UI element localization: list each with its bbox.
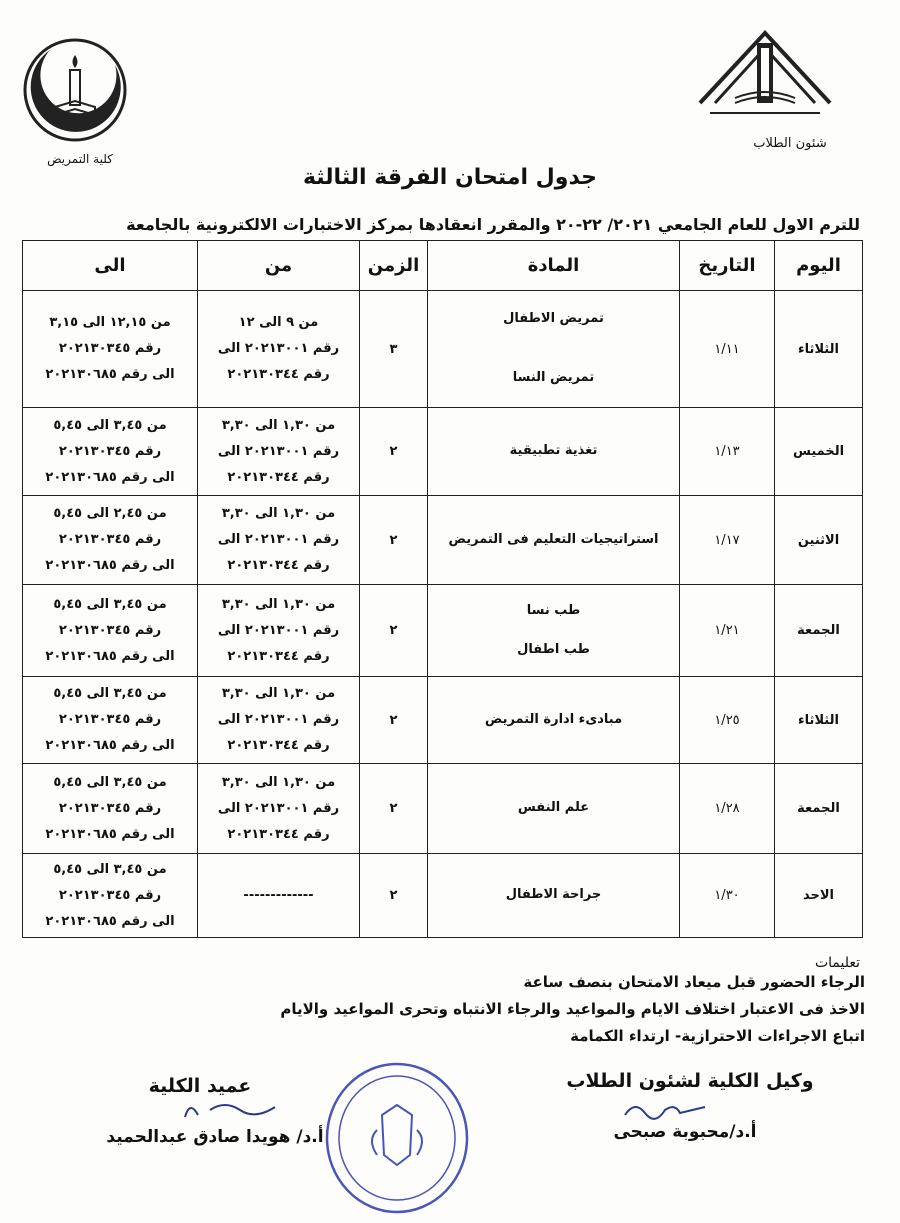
subject-line: علم النفس — [517, 800, 590, 816]
duration-cell: ٢ — [360, 408, 428, 496]
range-line: من ٣,٤٥ الى ٥,٤٥ — [53, 596, 167, 612]
exam-schedule-table — [22, 240, 863, 938]
range-line: رقم ٢٠٢١٣٠٠١ الى — [217, 622, 340, 638]
range-line: من ١,٣٠ الى ٣,٣٠ — [221, 596, 336, 612]
range-line: رقم ٢٠٢١٣٠٣٤٥ — [58, 712, 162, 727]
to-cell — [23, 291, 198, 408]
duration-cell: ٢ — [360, 496, 428, 585]
date-cell: ١/٢١ — [680, 585, 775, 677]
instruction-item: الرجاء الحضور قبل ميعاد الامتحان بنصف ساعة — [523, 973, 865, 991]
date-cell: ١/٢٥ — [680, 677, 775, 764]
range-line: رقم ٢٠٢١٣٠٣٤٥ — [58, 887, 162, 903]
vice-dean-signature — [620, 1095, 710, 1125]
range-line: رقم ٢٠٢١٣٠٠١ الى — [217, 712, 340, 727]
dean-signature — [180, 1095, 280, 1125]
header-day: اليوم — [775, 241, 863, 291]
subject-cell — [428, 854, 680, 938]
from-cell — [198, 291, 360, 408]
header-duration: الزمن — [360, 241, 428, 291]
range-line: الى رقم ٢٠٢١٣٠٦٨٥ — [45, 469, 175, 485]
range-line: الى رقم ٢٠٢١٣٠٦٨٥ — [45, 558, 175, 573]
range-line: رقم ٢٠٢١٣٠٣٤٥ — [58, 341, 162, 356]
from-cell — [198, 585, 360, 677]
subject-cell — [428, 496, 680, 585]
from-cell — [198, 408, 360, 496]
range-line: الى رقم ٢٠٢١٣٠٦٨٥ — [45, 913, 175, 929]
subject-line: جراحة الاطفال — [505, 887, 602, 903]
benha-university-logo — [695, 18, 835, 128]
range-line: رقم ٢٠٢١٣٠٣٤٥ — [58, 800, 162, 816]
to-cell — [23, 496, 198, 585]
range-line: رقم ٢٠٢١٣٠٣٤٤ — [227, 469, 330, 485]
duration-cell: ٣ — [360, 291, 428, 408]
range-line: من ٣,٤٥ الى ٥,٤٥ — [53, 417, 167, 433]
subject-line: مبادىء ادارة التمريض — [484, 711, 623, 727]
dean-title: عميد الكلية — [148, 1075, 252, 1097]
college-stamp — [322, 1060, 472, 1215]
page-title: جدول امتحان الفرقة الثالثة — [302, 165, 598, 190]
subject-line: تمريض الاطفال — [503, 311, 604, 327]
subject-line: طب اطفال — [517, 641, 590, 657]
subject-cell — [428, 764, 680, 854]
range-line: من ٣,٤٥ الى ٥,٤٥ — [53, 861, 167, 877]
range-line: رقم ٢٠٢١٣٠٠١ الى — [217, 800, 340, 816]
range-line: رقم ٢٠٢١٣٠٣٤٤ — [227, 738, 330, 753]
day-cell: الثلاثاء — [775, 677, 863, 764]
subject-line: طب نسا — [526, 602, 581, 618]
range-line: من ٩ الى ١٢ — [238, 315, 319, 330]
range-line: من ١,٣٠ الى ٣,٣٠ — [221, 506, 336, 521]
range-line: من ١,٣٠ الى ٣,٣٠ — [221, 417, 336, 433]
page-subtitle: للترم الاول للعام الجامعي ٢٠٢١/ ٢٢-٢٠ والمقرر انعقادها بمركز الاختبارات الالكترونية بالجامعة — [126, 215, 860, 234]
college-name: كلية التمريض — [47, 152, 113, 166]
duration-cell: ٢ — [360, 677, 428, 764]
range-line: من ١,٣٠ الى ٣,٣٠ — [221, 774, 336, 790]
range-line: رقم ٢٠٢١٣٠٣٤٥ — [58, 532, 162, 547]
instructions-heading: تعليمات — [814, 955, 860, 971]
faculty-of-nursing-logo — [20, 35, 130, 145]
header-date: التاريخ — [680, 241, 775, 291]
range-line: من ٣,٤٥ الى ٥,٤٥ — [53, 686, 167, 701]
from-cell — [198, 677, 360, 764]
to-cell — [23, 764, 198, 854]
range-line: ------------- — [243, 887, 314, 903]
duration-cell: ٢ — [360, 854, 428, 938]
range-line: الى رقم ٢٠٢١٣٠٦٨٥ — [45, 367, 175, 382]
vice-dean-name: أ.د/محبوبة صبحى — [613, 1122, 757, 1142]
table-row — [23, 764, 863, 854]
date-cell: ١/١٧ — [680, 496, 775, 585]
header-to: الى — [23, 241, 198, 291]
range-line: من ١٢,١٥ الى ٣,١٥ — [49, 315, 171, 330]
range-line: رقم ٢٠٢١٣٠٣٤٥ — [58, 443, 162, 459]
subject-cell — [428, 677, 680, 764]
range-line: من ٢,٤٥ الى ٥,٤٥ — [53, 506, 167, 521]
to-cell — [23, 854, 198, 938]
subject-line: استراتيجيات التعليم فى التمريض — [448, 531, 659, 547]
table-row — [23, 677, 863, 764]
table-row — [23, 291, 863, 408]
range-line: الى رقم ٢٠٢١٣٠٦٨٥ — [45, 826, 175, 842]
table-row — [23, 408, 863, 496]
header-from: من — [198, 241, 360, 291]
subject-line: تمريض النسا — [512, 370, 595, 385]
range-line: رقم ٢٠٢١٣٠٣٤٤ — [227, 648, 330, 664]
table-header-row — [23, 241, 863, 291]
from-cell — [198, 764, 360, 854]
day-cell: الثلاثاء — [775, 291, 863, 408]
dean-name: أ.د/ هويدا صادق عبدالحميد — [106, 1127, 324, 1147]
to-cell — [23, 408, 198, 496]
range-line: من ٣,٤٥ الى ٥,٤٥ — [53, 774, 167, 790]
range-line: الى رقم ٢٠٢١٣٠٦٨٥ — [45, 648, 175, 664]
range-line: رقم ٢٠٢١٣٠٣٤٥ — [58, 622, 162, 638]
from-cell — [198, 496, 360, 585]
duration-cell: ٢ — [360, 585, 428, 677]
range-line: من ١,٣٠ الى ٣,٣٠ — [221, 686, 336, 701]
vice-dean-title: وكيل الكلية لشئون الطلاب — [566, 1070, 814, 1092]
date-cell: ١/١١ — [680, 291, 775, 408]
day-cell: الجمعة — [775, 585, 863, 677]
table-row — [23, 854, 863, 938]
header-subject: المادة — [428, 241, 680, 291]
subject-cell — [428, 408, 680, 496]
subject-cell — [428, 585, 680, 677]
to-cell — [23, 677, 198, 764]
instruction-item: الاخذ فى الاعتبار اختلاف الايام والمواعيد والرجاء الانتباه وتحرى المواعيد والايام — [280, 1000, 865, 1018]
date-cell: ١/٢٨ — [680, 764, 775, 854]
duration-cell: ٢ — [360, 764, 428, 854]
from-cell — [198, 854, 360, 938]
table-row — [23, 496, 863, 585]
subject-line: تغذية تطبيقية — [509, 443, 598, 459]
student-affairs-label: شئون الطلاب — [753, 136, 827, 151]
range-line: رقم ٢٠٢١٣٠٣٤٤ — [227, 558, 330, 573]
range-line: رقم ٢٠٢١٣٠٣٤٤ — [227, 826, 330, 842]
instruction-item: اتباع الاجراءات الاحترازية- ارتداء الكمامة — [570, 1027, 865, 1045]
to-cell — [23, 585, 198, 677]
subject-cell — [428, 291, 680, 408]
range-line: رقم ٢٠٢١٣٠٠١ الى — [217, 341, 340, 356]
day-cell: الجمعة — [775, 764, 863, 854]
range-line: رقم ٢٠٢١٣٠٣٤٤ — [227, 367, 330, 382]
day-cell: الاثنين — [775, 496, 863, 585]
day-cell: الاحد — [775, 854, 863, 938]
range-line: الى رقم ٢٠٢١٣٠٦٨٥ — [45, 738, 175, 753]
date-cell: ١/٣٠ — [680, 854, 775, 938]
range-line: رقم ٢٠٢١٣٠٠١ الى — [217, 532, 340, 547]
day-cell: الخميس — [775, 408, 863, 496]
date-cell: ١/١٣ — [680, 408, 775, 496]
table-row — [23, 585, 863, 677]
range-line: رقم ٢٠٢١٣٠٠١ الى — [217, 443, 340, 459]
